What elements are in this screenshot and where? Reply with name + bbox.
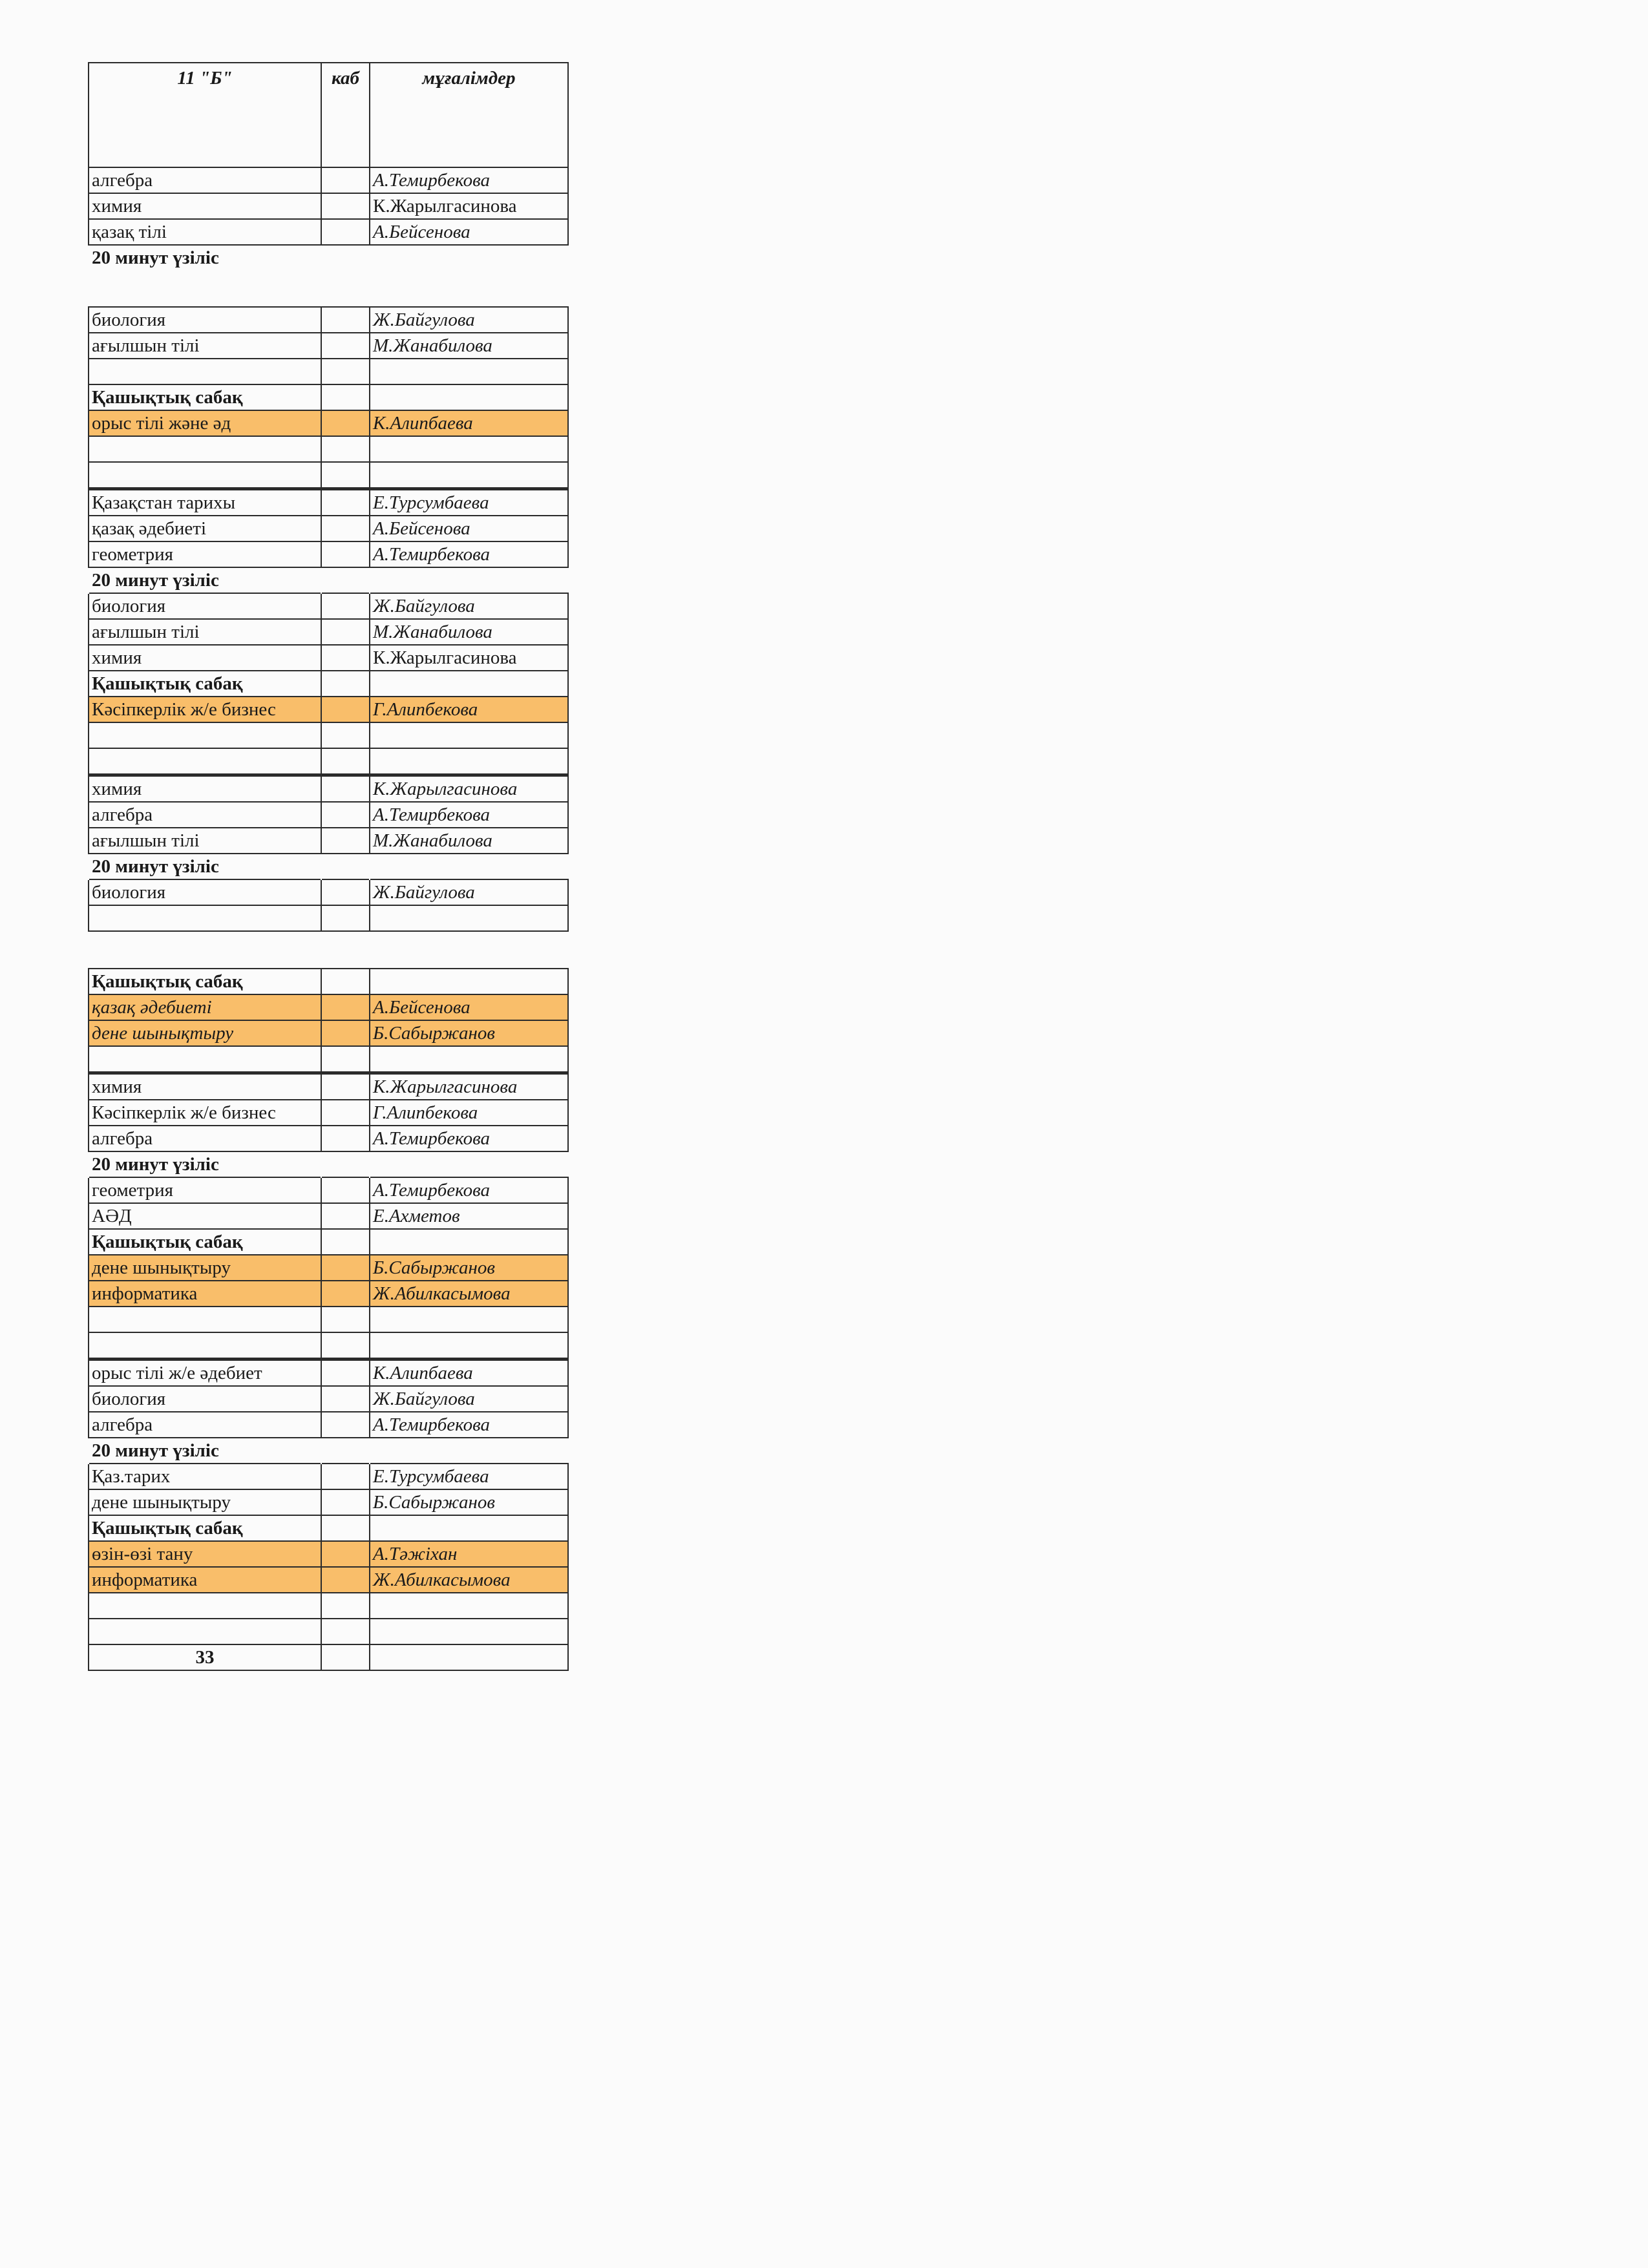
teacher-cell	[370, 245, 568, 270]
teacher-cell	[370, 854, 568, 879]
subject-cell	[89, 748, 321, 775]
subject-cell: химия	[89, 1073, 321, 1100]
room-cell	[321, 1541, 370, 1567]
room-cell	[321, 1464, 370, 1489]
subject-cell: геометрия	[89, 1177, 321, 1203]
room-cell	[321, 697, 370, 722]
room-cell	[321, 333, 370, 359]
subject-cell: АӘД	[89, 1203, 321, 1229]
subject-cell: алгебра	[89, 1126, 321, 1151]
teacher-cell: М.Жанабилова	[370, 619, 568, 645]
teacher-cell: А.Темирбекова	[370, 802, 568, 828]
teacher-cell	[370, 567, 568, 593]
lesson-row	[89, 167, 568, 193]
subject-cell: өзін-өзі тану	[89, 1541, 321, 1567]
lesson-row	[89, 1203, 568, 1229]
room-cell	[321, 619, 370, 645]
lesson-row	[89, 1386, 568, 1412]
empty-row	[89, 1307, 568, 1332]
subject-cell	[89, 1619, 321, 1644]
teacher-cell	[370, 671, 568, 697]
subject-cell: геометрия	[89, 541, 321, 567]
room-cell	[321, 410, 370, 436]
lesson-row	[89, 516, 568, 541]
lesson-row	[89, 307, 568, 333]
room-cell	[321, 1489, 370, 1515]
teacher-cell: Ж.Байгулова	[370, 593, 568, 619]
room-cell	[321, 219, 370, 245]
lesson-row	[89, 1489, 568, 1515]
room-cell	[321, 384, 370, 410]
teacher-cell	[370, 969, 568, 994]
break-row	[89, 1438, 568, 1464]
lesson-row	[89, 1412, 568, 1438]
room-cell	[321, 1281, 370, 1307]
empty-row	[89, 1046, 568, 1073]
teacher-cell: К.Жарылгасинова	[370, 775, 568, 803]
subject-cell: биология	[89, 1386, 321, 1412]
teacher-cell	[370, 1332, 568, 1360]
teacher-cell	[370, 1229, 568, 1255]
lesson-row	[89, 1360, 568, 1387]
lesson-row	[89, 333, 568, 359]
lesson-row	[89, 802, 568, 828]
room-cell	[321, 307, 370, 333]
teacher-cell: Ж.Байгулова	[370, 1386, 568, 1412]
remote-label: Қашықтық сабақ	[89, 969, 321, 994]
remote-lesson-row	[89, 969, 568, 994]
teacher-cell: Б.Сабыржанов	[370, 1020, 568, 1046]
teacher-cell: А.Темирбекова	[370, 1177, 568, 1203]
remote-lesson-row	[89, 1229, 568, 1255]
subject-cell	[89, 1593, 321, 1619]
teacher-cell: Ж.Абилкасымова	[370, 1281, 568, 1307]
break-row	[89, 245, 568, 270]
lesson-row	[89, 1126, 568, 1151]
teacher-cell	[370, 359, 568, 384]
teacher-cell: А.Бейсенова	[370, 219, 568, 245]
room-cell	[321, 828, 370, 854]
remote-lesson-row	[89, 671, 568, 697]
lesson-row	[89, 489, 568, 516]
room-cell	[321, 541, 370, 567]
empty-row	[89, 359, 568, 384]
empty-row	[89, 436, 568, 462]
room-cell	[321, 489, 370, 516]
empty-row	[89, 722, 568, 748]
room-cell	[321, 775, 370, 803]
subject-cell	[89, 1332, 321, 1360]
lesson-row	[89, 1100, 568, 1126]
room-cell	[321, 1593, 370, 1619]
room-cell	[321, 462, 370, 489]
room-cell	[321, 516, 370, 541]
subject-cell	[89, 722, 321, 748]
lesson-row	[89, 1073, 568, 1100]
teacher-cell	[370, 384, 568, 410]
room-cell	[321, 1126, 370, 1151]
subject-cell: орыс тілі ж/е әдебиет	[89, 1360, 321, 1387]
teacher-cell: Ж.Байгулова	[370, 307, 568, 333]
room-cell	[321, 1229, 370, 1255]
room-cell	[321, 359, 370, 384]
empty-row	[89, 1332, 568, 1360]
teacher-cell	[370, 1593, 568, 1619]
subject-cell	[89, 436, 321, 462]
subject-cell: химия	[89, 193, 321, 219]
room-cell	[321, 1255, 370, 1281]
lesson-row	[89, 994, 568, 1020]
block-gap	[89, 931, 568, 969]
lesson-row	[89, 879, 568, 905]
room-cell	[321, 193, 370, 219]
room-cell	[321, 671, 370, 697]
empty-row	[89, 1593, 568, 1619]
remote-label: Қашықтық сабақ	[89, 1229, 321, 1255]
lesson-row	[89, 1177, 568, 1203]
subject-cell: алгебра	[89, 167, 321, 193]
room-cell	[321, 1619, 370, 1644]
room-cell	[321, 802, 370, 828]
lesson-row	[89, 410, 568, 436]
empty-row	[89, 462, 568, 489]
remote-lesson-row	[89, 1515, 568, 1541]
teacher-cell: К.Алипбаева	[370, 1360, 568, 1387]
teacher-cell: А.Темирбекова	[370, 1126, 568, 1151]
break-label: 20 минут үзіліс	[92, 1440, 219, 1461]
room-cell	[321, 567, 370, 593]
room-cell	[321, 748, 370, 775]
subject-cell	[89, 359, 321, 384]
teacher-cell	[370, 1619, 568, 1644]
teacher-cell	[370, 1515, 568, 1541]
room-header: каб	[321, 63, 370, 167]
teacher-cell: М.Жанабилова	[370, 333, 568, 359]
room-cell	[321, 1151, 370, 1177]
teacher-cell: К.Жарылгасинова	[370, 193, 568, 219]
teacher-cell: Г.Алипбекова	[370, 697, 568, 722]
room-cell	[321, 1360, 370, 1387]
subject-cell	[89, 462, 321, 489]
room-cell	[321, 1100, 370, 1126]
teacher-cell: М.Жанабилова	[370, 828, 568, 854]
teacher-cell: Е.Турсумбаева	[370, 1464, 568, 1489]
room-cell	[321, 1332, 370, 1360]
subject-cell: дене шынықтыру	[89, 1020, 321, 1046]
teacher-cell: Е.Ахметов	[370, 1203, 568, 1229]
teacher-cell: А.Тәжіхан	[370, 1541, 568, 1567]
break-row	[89, 1151, 568, 1177]
subject-cell: ағылшын тілі	[89, 619, 321, 645]
lesson-row	[89, 1541, 568, 1567]
lesson-total: 33	[89, 1644, 321, 1670]
lesson-row	[89, 541, 568, 567]
subject-cell: алгебра	[89, 1412, 321, 1438]
room-cell	[321, 1307, 370, 1332]
teacher-cell	[370, 748, 568, 775]
room-cell	[321, 245, 370, 270]
teacher-cell	[370, 1438, 568, 1464]
subject-cell: қазақ әдебиеті	[89, 994, 321, 1020]
teacher-cell	[370, 1151, 568, 1177]
break-row	[89, 567, 568, 593]
teacher-cell: А.Темирбекова	[370, 541, 568, 567]
subject-cell: қазақ әдебиеті	[89, 516, 321, 541]
subject-cell: химия	[89, 775, 321, 803]
footer-row	[89, 1644, 568, 1670]
room-cell	[321, 1203, 370, 1229]
break-label: 20 минут үзіліс	[92, 570, 219, 591]
block-gap	[89, 270, 568, 307]
teacher-cell	[370, 722, 568, 748]
teacher-cell	[370, 905, 568, 931]
room-cell	[321, 1438, 370, 1464]
subject-cell: биология	[89, 307, 321, 333]
teacher-cell: А.Бейсенова	[370, 516, 568, 541]
remote-label: Қашықтық сабақ	[89, 384, 321, 410]
teacher-cell: Б.Сабыржанов	[370, 1489, 568, 1515]
teacher-cell: А.Темирбекова	[370, 1412, 568, 1438]
room-cell	[321, 1046, 370, 1073]
room-cell	[321, 722, 370, 748]
subject-cell: Кәсіпкерлік ж/е бизнес	[89, 1100, 321, 1126]
lesson-row	[89, 1281, 568, 1307]
lesson-row	[89, 219, 568, 245]
room-cell	[321, 436, 370, 462]
room-cell	[321, 1515, 370, 1541]
break-row	[89, 854, 568, 879]
schedule-table	[88, 62, 569, 1671]
room-cell	[321, 879, 370, 905]
room-cell	[321, 593, 370, 619]
lesson-row	[89, 645, 568, 671]
room-cell	[321, 645, 370, 671]
room-cell	[321, 905, 370, 931]
teacher-cell: К.Жарылгасинова	[370, 645, 568, 671]
lesson-row	[89, 1464, 568, 1489]
lesson-row	[89, 1020, 568, 1046]
teacher-cell: Ж.Байгулова	[370, 879, 568, 905]
room-cell	[321, 1644, 370, 1670]
empty-row	[89, 1619, 568, 1644]
subject-cell: биология	[89, 593, 321, 619]
break-label: 20 минут үзіліс	[92, 1154, 219, 1175]
teacher-cell	[370, 1644, 568, 1670]
teacher-cell: Г.Алипбекова	[370, 1100, 568, 1126]
teacher-cell: А.Бейсенова	[370, 994, 568, 1020]
lesson-row	[89, 697, 568, 722]
class-header: 11 "Б"	[89, 63, 321, 167]
empty-row	[89, 748, 568, 775]
break-label: 20 минут үзіліс	[92, 856, 219, 877]
subject-cell	[89, 905, 321, 931]
subject-cell: информатика	[89, 1567, 321, 1593]
empty-row	[89, 905, 568, 931]
remote-lesson-row	[89, 384, 568, 410]
room-cell	[321, 1567, 370, 1593]
subject-cell	[89, 1046, 321, 1073]
subject-cell: қазақ тілі	[89, 219, 321, 245]
teacher-cell: К.Алипбаева	[370, 410, 568, 436]
subject-cell: химия	[89, 645, 321, 671]
teacher-cell: А.Темирбекова	[370, 167, 568, 193]
remote-label: Қашықтық сабақ	[89, 1515, 321, 1541]
teacher-cell: Б.Сабыржанов	[370, 1255, 568, 1281]
subject-cell	[89, 1307, 321, 1332]
subject-cell: Қазақстан тарихы	[89, 489, 321, 516]
teacher-cell	[370, 1307, 568, 1332]
lesson-row	[89, 193, 568, 219]
teacher-cell: Е.Турсумбаева	[370, 489, 568, 516]
subject-cell: Қаз.тарих	[89, 1464, 321, 1489]
break-label: 20 минут үзіліс	[92, 247, 219, 268]
subject-cell: дене шынықтыру	[89, 1489, 321, 1515]
header-row	[89, 63, 568, 167]
lesson-row	[89, 593, 568, 619]
room-cell	[321, 994, 370, 1020]
room-cell	[321, 969, 370, 994]
lesson-row	[89, 619, 568, 645]
subject-cell: дене шынықтыру	[89, 1255, 321, 1281]
subject-cell: орыс тілі және әд	[89, 410, 321, 436]
teacher-cell	[370, 462, 568, 489]
subject-cell: ағылшын тілі	[89, 828, 321, 854]
lesson-row	[89, 775, 568, 803]
subject-cell: информатика	[89, 1281, 321, 1307]
room-cell	[321, 854, 370, 879]
subject-cell: биология	[89, 879, 321, 905]
lesson-row	[89, 828, 568, 854]
remote-label: Қашықтық сабақ	[89, 671, 321, 697]
schedule-sheet	[88, 62, 567, 1671]
lesson-row	[89, 1255, 568, 1281]
room-cell	[321, 1177, 370, 1203]
teacher-cell: К.Жарылгасинова	[370, 1073, 568, 1100]
room-cell	[321, 167, 370, 193]
room-cell	[321, 1020, 370, 1046]
teachers-header: мұғалімдер	[370, 63, 568, 167]
subject-cell: Кәсіпкерлік ж/е бизнес	[89, 697, 321, 722]
room-cell	[321, 1073, 370, 1100]
lesson-row	[89, 1567, 568, 1593]
teacher-cell: Ж.Абилкасымова	[370, 1567, 568, 1593]
subject-cell: ағылшын тілі	[89, 333, 321, 359]
teacher-cell	[370, 1046, 568, 1073]
subject-cell: алгебра	[89, 802, 321, 828]
room-cell	[321, 1386, 370, 1412]
room-cell	[321, 1412, 370, 1438]
teacher-cell	[370, 436, 568, 462]
